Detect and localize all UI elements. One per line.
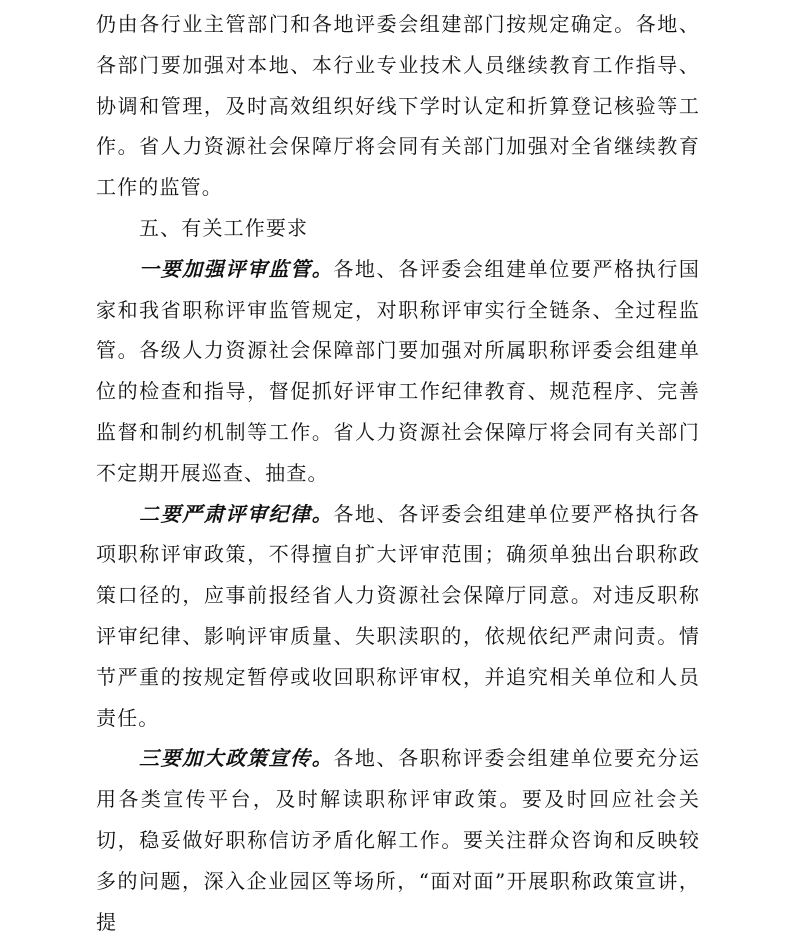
paragraph-policy-publicity — [96, 738, 700, 942]
paragraph-strengthen-supervision — [96, 249, 700, 494]
continuation-paragraph — [96, 4, 700, 208]
continuation-paragraph-text: 仍由各行业主管部门和各地评委会组建部门按规定确定。各地、各部门要加强对本地、本行业专业技术人员继续教育工作指导、协调和管理，及时高效组织好线下学时认定和折算登记核验等工作。省人力资源社会保障厅将会同有关部门加强对全省继续教育工作的监管。 — [96, 12, 700, 200]
paragraph-lead: 一要加强评审监管。 — [139, 256, 334, 281]
paragraph-body: 各地、各职称评委会组建单位要充分运用各类宣传平台，及时解读职称评审政策。要及时回应社会关切，稳妥做好职称信访矛盾化解工作。要关注群众咨询和反映较多的问题，深入企业园区等场所，“面对面”开展职称政策宣讲，提 — [96, 746, 700, 934]
paragraph-body: 各地、各评委会组建单位要严格执行国家和我省职称评审监管规定，对职称评审实行全链条、全过程监管。各级人力资源社会保障部门要加强对所属职称评委会组建单位的检查和指导，督促抓好评审工作纪律教育、规范程序、完善监督和制约机制等工作。省人力资源社会保障厅将会同有关部门不定期开展巡查、抽查。 — [96, 256, 700, 485]
document-body — [96, 4, 700, 942]
section-heading: 五、有关工作要求 — [139, 215, 309, 240]
paragraph-lead: 三要加大政策宣传。 — [139, 746, 334, 771]
paragraph-lead: 二要严肃评审纪律。 — [139, 501, 334, 526]
paragraph-review-discipline — [96, 494, 700, 739]
paragraph-body: 各地、各评委会组建单位要严格执行各项职称评审政策，不得擅自扩大评审范围；确须单独出台职称政策口径的，应事前报经省人力资源社会保障厅同意。对违反职称评审纪律、影响评审质量、失职渎职的，依规依纪严肃问责。情节严重的按规定暂停或收回职称评审权，并追究相关单位和人员责任。 — [96, 501, 700, 730]
